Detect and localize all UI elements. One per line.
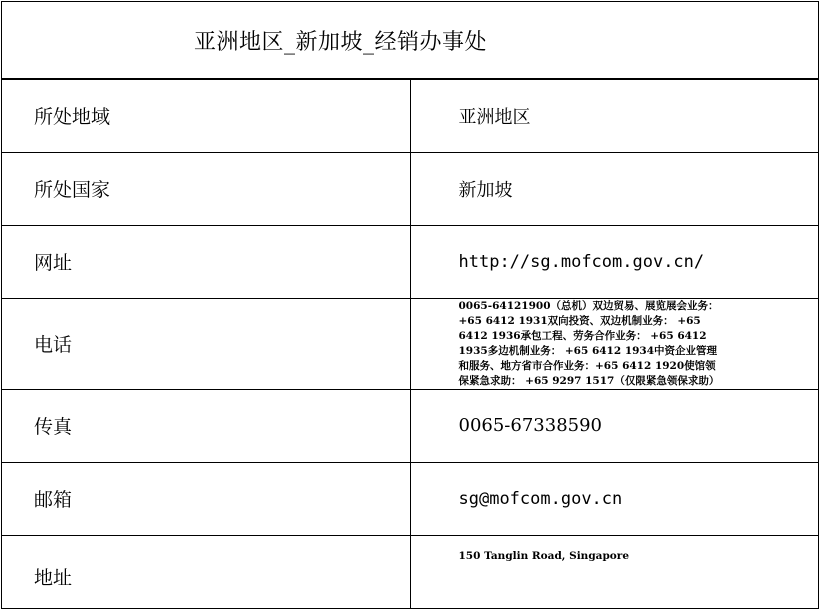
- website-label: 网址: [2, 225, 411, 298]
- phone-value: 0065-64121900（总机）双边贸易、展览展会业务： +65 6412 1931双向投资、双边机制业务： +65 6412 1936承包工程、劳务合作业务： +65 6412 1935多边机制业务： +65 6412 1934中资企业管理和服务、地方省市合作业务：+65 6412 1920使馆领保紧急求助： +65 9297 1517（仅限紧急领保求助）: [410, 298, 819, 389]
- table-row-email: [2, 462, 819, 535]
- country-label: 所处国家: [2, 152, 411, 225]
- email-link[interactable]: sg@mofcom.gov.cn: [410, 462, 819, 535]
- region-label: 所处地域: [2, 79, 411, 152]
- country-value: 新加坡: [410, 152, 819, 225]
- table-row-website: [2, 225, 819, 298]
- title-row: [2, 2, 819, 80]
- email-label: 邮箱: [2, 462, 411, 535]
- office-info-table: [1, 1, 819, 609]
- website-link[interactable]: http://sg.mofcom.gov.cn/: [410, 225, 819, 298]
- table-row-fax: [2, 389, 819, 462]
- table-row-address: [2, 535, 819, 608]
- region-value: 亚洲地区: [410, 79, 819, 152]
- table-row-country: [2, 152, 819, 225]
- address-value: 150 Tanglin Road, Singapore: [410, 535, 819, 608]
- phone-label: 电话: [2, 298, 411, 389]
- table-row-phone: [2, 298, 819, 389]
- address-label: 地址: [2, 535, 411, 608]
- fax-label: 传真: [2, 389, 411, 462]
- fax-value: 0065-67338590: [410, 389, 819, 462]
- page-title: 亚洲地区_新加坡_经销办事处: [2, 2, 819, 80]
- table-row-region: [2, 79, 819, 152]
